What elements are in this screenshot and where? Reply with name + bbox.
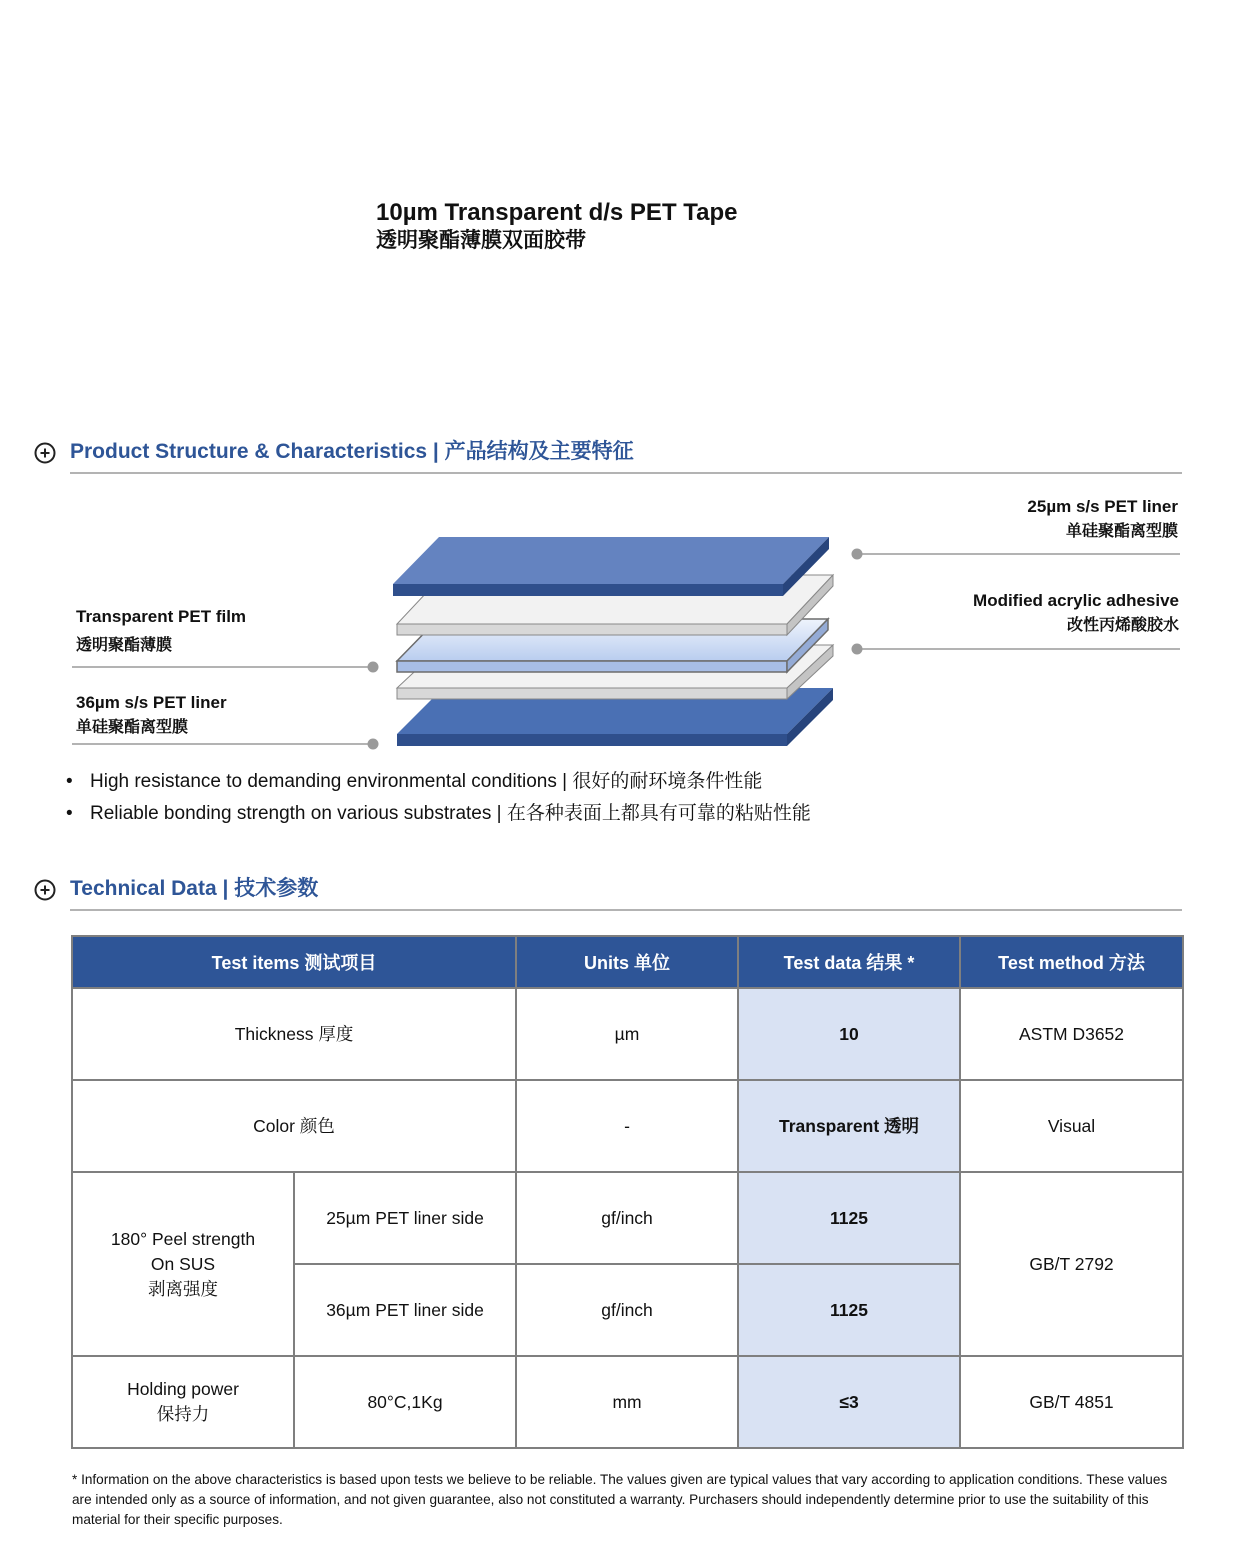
label-top-liner-en: 25µm s/s PET liner	[1027, 497, 1178, 516]
title-chinese: 透明聚酯薄膜双面胶带	[376, 229, 586, 252]
label-bottom-liner-cn: 单硅聚酯离型膜	[76, 719, 189, 736]
label-pet-film-en: Transparent PET film	[76, 607, 247, 626]
technical-section-header	[34, 873, 1182, 907]
cell-method: GB/T 4851	[960, 1356, 1183, 1448]
label-pet-film-cn: 透明聚酯薄膜	[76, 637, 173, 654]
table-header-row	[72, 936, 1183, 988]
item-line: On SUS	[150, 1253, 216, 1274]
label-pet-film	[76, 604, 246, 658]
callout-mid-right	[852, 644, 1181, 655]
disclaimer-footnote: * Information on the above characteristics is based upon tests we believe to be reliable. The values given are typical values that vary according to application conditions. These values are intended only as a source of information, and not given guarantee, also not constituted a warranty. Purchasers should independently determine prior to use the suitability of this material for their specific purposes.	[72, 1472, 1168, 1527]
label-adhesive-cn: 改性丙烯酸胶水	[1066, 617, 1179, 634]
cell-result: 1125	[738, 1172, 960, 1264]
label-bottom-liner-en: 36µm s/s PET liner	[76, 693, 227, 712]
label-adhesive	[973, 588, 1179, 638]
cell-subitem: 36µm PET liner side	[294, 1264, 516, 1356]
label-adhesive-en: Modified acrylic adhesive	[973, 591, 1179, 610]
item-line: Holding power	[127, 1379, 239, 1399]
cell-unit: gf/inch	[516, 1172, 738, 1264]
header-test-data: Test data 结果 *	[738, 936, 960, 988]
top-liner-layer	[393, 537, 829, 596]
cell-result: ≤3	[738, 1356, 960, 1448]
header-units: Units 单位	[516, 936, 738, 988]
table-row	[72, 1080, 1183, 1172]
feature-item: • Reliable bonding strength on various substrates | 在各种表面上都具有可靠的粘贴性能	[66, 803, 811, 824]
feature-list	[66, 766, 811, 830]
table-row	[72, 988, 1183, 1080]
structure-section-header	[34, 436, 1182, 470]
feature-text: Reliable bonding strength on various substrates | 在各种表面上都具有可靠的粘贴性能	[90, 803, 811, 824]
label-top-liner	[1027, 494, 1178, 544]
item-line: 剥离强度	[148, 1278, 218, 1299]
technical-section-title: Technical Data | 技术参数	[70, 877, 319, 900]
plus-circle-icon[interactable]	[34, 442, 56, 464]
cell-unit: mm	[516, 1356, 738, 1448]
section-divider	[70, 909, 1182, 911]
feature-text: High resistance to demanding environmental conditions | 很好的耐环境条件性能	[90, 771, 763, 792]
label-bottom-liner	[76, 690, 227, 740]
technical-data-table	[71, 935, 1184, 1449]
cell-subitem: 80°C,1Kg	[294, 1356, 516, 1448]
section-divider	[70, 472, 1182, 474]
header-test-method: Test method 方法	[960, 936, 1183, 988]
title-english: 10µm Transparent d/s PET Tape	[376, 199, 738, 226]
cell-method: ASTM D3652	[960, 988, 1183, 1080]
structure-section-title: Product Structure & Characteristics | 产品结构及主要特征	[70, 440, 634, 463]
cell-unit: gf/inch	[516, 1264, 738, 1356]
cell-result: Transparent 透明	[738, 1080, 960, 1172]
cell-item	[72, 1356, 294, 1448]
callout-top-right	[852, 549, 1181, 560]
cell-item	[72, 1172, 294, 1356]
cell-item: Color 颜色	[72, 1080, 516, 1172]
cell-result: 1125	[738, 1264, 960, 1356]
cell-method: GB/T 2792	[960, 1172, 1183, 1356]
table-row	[72, 1356, 1183, 1448]
table-row	[72, 1172, 1183, 1264]
header-test-items: Test items 测试项目	[72, 936, 516, 988]
plus-circle-icon[interactable]	[34, 879, 56, 901]
cell-method: Visual	[960, 1080, 1183, 1172]
label-top-liner-cn: 单硅聚酯离型膜	[1065, 523, 1178, 540]
cell-unit: µm	[516, 988, 738, 1080]
callout-mid-left	[72, 662, 379, 673]
feature-item: • High resistance to demanding environmental conditions | 很好的耐环境条件性能	[66, 771, 763, 792]
cell-result: 10	[738, 988, 960, 1080]
item-line: 保持力	[156, 1404, 210, 1424]
item-line: 180° Peel strength	[110, 1228, 256, 1249]
document-title	[376, 198, 738, 254]
cell-unit: -	[516, 1080, 738, 1172]
cell-subitem: 25µm PET liner side	[294, 1172, 516, 1264]
cell-item: Thickness 厚度	[72, 988, 516, 1080]
callout-bottom-left	[72, 739, 379, 750]
